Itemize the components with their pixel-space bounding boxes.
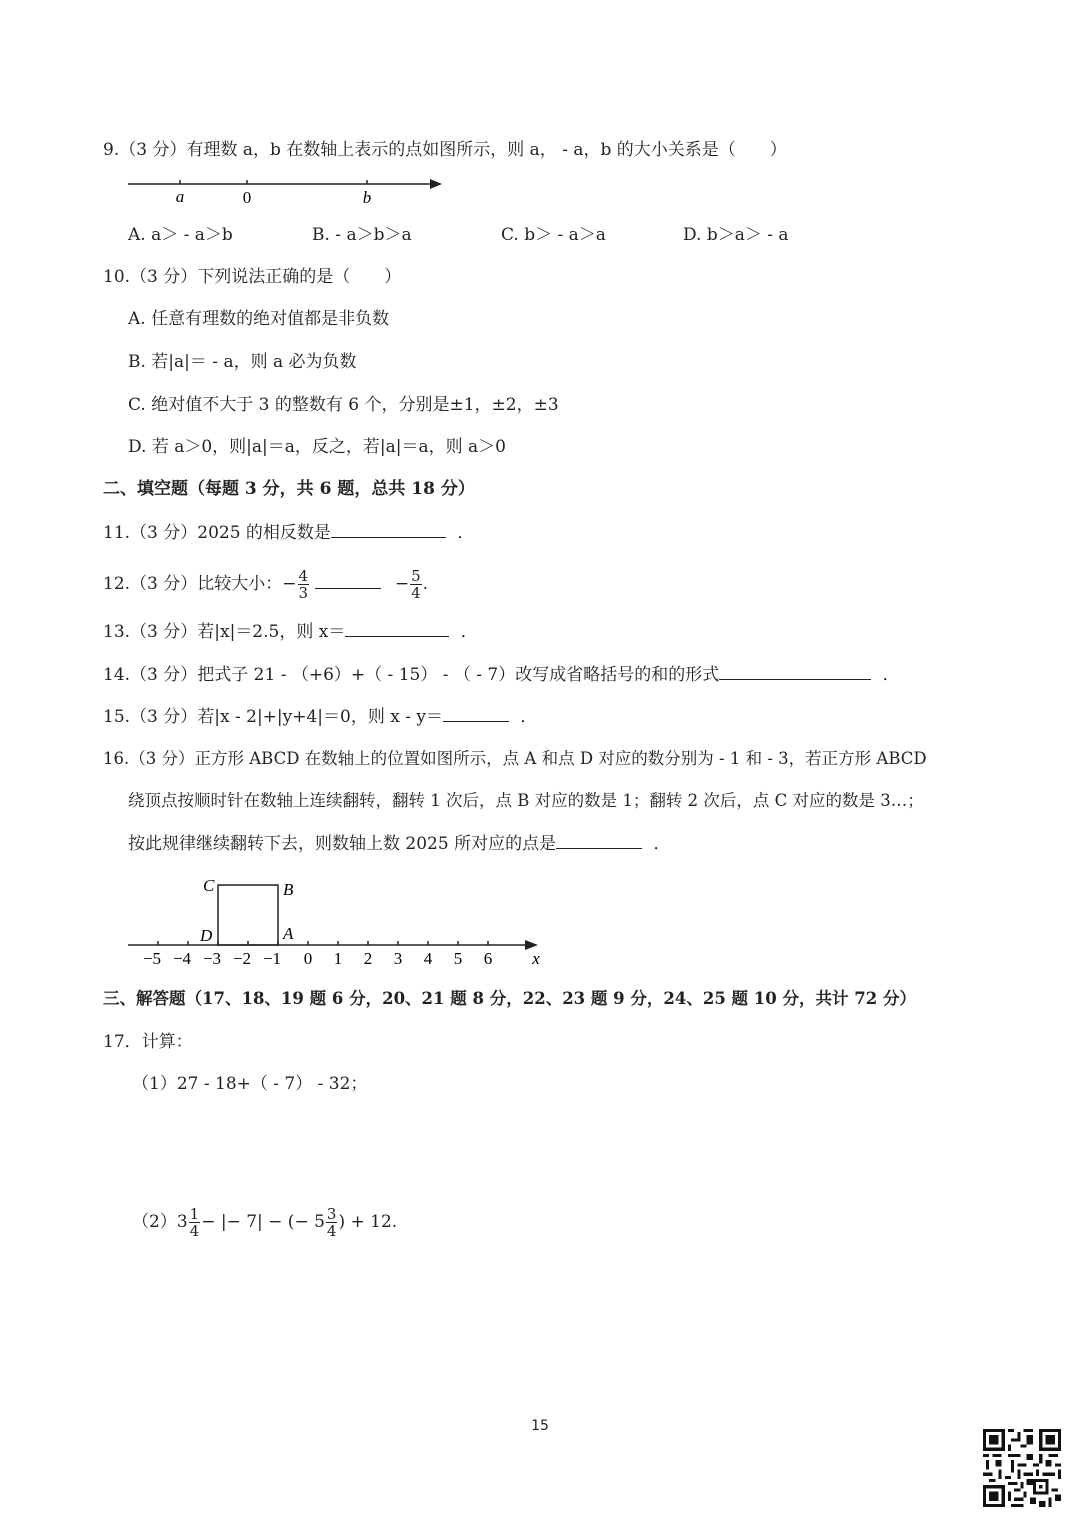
qr-code-icon bbox=[983, 1429, 1061, 1507]
q12-end: . bbox=[422, 574, 429, 594]
q13-text: 13.（3 分）若|x|＝2.5，则 x＝ bbox=[103, 622, 346, 642]
q16-answer-blank[interactable] bbox=[556, 832, 642, 849]
q9-axis-label-a: a bbox=[175, 187, 185, 206]
q16-vertex-a: A bbox=[283, 924, 294, 943]
q9-axis-label-b: b bbox=[362, 188, 372, 207]
q16-tick-label: 4 bbox=[423, 949, 433, 968]
q12 bbox=[103, 566, 428, 602]
q13-answer-blank[interactable] bbox=[345, 620, 449, 637]
q14-answer-blank[interactable] bbox=[719, 663, 871, 680]
q16-vertex-d: D bbox=[200, 926, 213, 945]
section-3-heading: 三、解答题（17、18、19 题 6 分，20、21 题 8 分，22、23 题 9 分，24、25 题 10 分，共计 72 分） bbox=[103, 989, 916, 1008]
q9-axis-label-0: 0 bbox=[242, 188, 252, 207]
q17-part-2-prefix: （2）3 bbox=[132, 1212, 188, 1232]
q16-line-3 bbox=[128, 832, 670, 855]
page-number: 15 bbox=[531, 1418, 549, 1434]
q17-fraction-2-denominator: 4 bbox=[326, 1222, 337, 1240]
q11-answer-blank[interactable] bbox=[331, 521, 446, 538]
q16-tick-label: 5 bbox=[453, 949, 463, 968]
q16-tick-label: 1 bbox=[333, 949, 343, 968]
q16-line-3-text: 按此规律继续翻转下去，则数轴上数 2025 所对应的点是 bbox=[128, 834, 557, 854]
q16-figure bbox=[120, 870, 560, 970]
q14 bbox=[103, 663, 900, 686]
q12-fraction-2 bbox=[410, 568, 422, 601]
q16-square bbox=[218, 885, 278, 945]
q16-tick-label: 3 bbox=[393, 949, 403, 968]
q12-fraction-1-denominator: 3 bbox=[298, 584, 309, 602]
q14-end: ． bbox=[882, 665, 900, 685]
q13-end: ． bbox=[460, 622, 478, 642]
q15 bbox=[103, 705, 537, 728]
q17-part-2-suffix: ) + 12. bbox=[338, 1212, 398, 1232]
q12-sign-1: − bbox=[282, 574, 297, 594]
q9-option-c: C. b＞ - a＞a bbox=[501, 225, 606, 245]
q9-stem: 9.（3 分）有理数 a，b 在数轴上表示的点如图所示，则 a， - a，b 的大小关系是（ ） bbox=[103, 140, 787, 160]
q16-end: ． bbox=[653, 834, 671, 854]
q17-part-1: （1）27 - 18+（ - 7） - 32； bbox=[132, 1074, 368, 1094]
q13 bbox=[103, 620, 478, 643]
q16-tick-label: −1 bbox=[262, 949, 282, 968]
q10-stem: 10.（3 分）下列说法正确的是（ ） bbox=[103, 267, 402, 287]
q10-option-b: B. 若|a|＝ - a，则 a 必为负数 bbox=[128, 352, 357, 372]
q17-part-2 bbox=[132, 1204, 397, 1240]
q11-end: ． bbox=[457, 523, 475, 543]
section-2-heading: 二、填空题（每题 3 分，共 6 题，总共 18 分） bbox=[103, 479, 475, 499]
q17-part-2-middle: − |− 7| − (− 5 bbox=[201, 1212, 325, 1232]
q16-tick-label: 2 bbox=[363, 949, 373, 968]
q12-fraction-1-numerator: 4 bbox=[298, 567, 309, 585]
q11-text: 11.（3 分）2025 的相反数是 bbox=[103, 523, 331, 543]
q10-option-a: A. 任意有理数的绝对值都是非负数 bbox=[128, 309, 390, 329]
q9-option-d: D. b＞a＞ - a bbox=[683, 225, 789, 245]
q17-part-2-fraction-1 bbox=[189, 1206, 201, 1239]
q15-end: ． bbox=[520, 707, 538, 727]
q16-axis-variable: x bbox=[532, 949, 540, 968]
q16-tick-label: −2 bbox=[232, 949, 252, 968]
q17-part-2-fraction-2 bbox=[326, 1206, 338, 1239]
q16-line-1: 16.（3 分）正方形 ABCD 在数轴上的位置如图所示，点 A 和点 D 对应的数分别为 - 1 和 - 3，若正方形 ABCD bbox=[103, 749, 927, 768]
q12-answer-blank[interactable] bbox=[315, 572, 381, 589]
q12-sign-2: − bbox=[394, 574, 410, 594]
q15-text: 15.（3 分）若|x - 2|+|y+4|＝0，则 x - y＝ bbox=[103, 707, 443, 727]
q17-title: 17．计算： bbox=[103, 1032, 193, 1052]
q15-answer-blank[interactable] bbox=[443, 705, 509, 722]
q12-fraction-2-numerator: 5 bbox=[411, 567, 421, 585]
q16-tick-label: −4 bbox=[172, 949, 192, 968]
q16-vertex-c: C bbox=[203, 876, 215, 895]
q16-tick-label: 6 bbox=[483, 949, 493, 968]
q17-fraction-1-denominator: 4 bbox=[189, 1222, 200, 1240]
q16-tick-label: −3 bbox=[202, 949, 222, 968]
q12-text: 12.（3 分）比较大小： bbox=[103, 574, 283, 594]
q10-option-c: C. 绝对值不大于 3 的整数有 6 个，分别是±1，±2，±3 bbox=[128, 395, 559, 415]
q16-line-2: 绕顶点按顺时针在数轴上连续翻转，翻转 1 次后，点 B 对应的数是 1；翻转 2 次后，点 C 对应的数是 3…； bbox=[128, 791, 924, 810]
q10-option-d: D. 若 a＞0，则|a|＝a，反之，若|a|＝a，则 a＞0 bbox=[128, 437, 506, 457]
q17-fraction-2-numerator: 3 bbox=[326, 1205, 337, 1223]
q9-number-line bbox=[120, 170, 460, 210]
q16-tick-label: 0 bbox=[303, 949, 313, 968]
q14-text: 14.（3 分）把式子 21 - （+6）+（ - 15） - （ - 7）改写成省略括号的和的形式 bbox=[103, 665, 720, 685]
q12-fraction-1 bbox=[298, 568, 310, 601]
q9-option-a: A. a＞ - a＞b bbox=[128, 225, 233, 245]
q16-vertex-b: B bbox=[283, 880, 294, 899]
q9-option-b: B. - a＞b＞a bbox=[312, 225, 412, 245]
q16-tick-label: −5 bbox=[142, 949, 162, 968]
q17-fraction-1-numerator: 1 bbox=[189, 1205, 200, 1223]
q12-fraction-2-denominator: 4 bbox=[411, 584, 421, 602]
q11 bbox=[103, 521, 474, 544]
